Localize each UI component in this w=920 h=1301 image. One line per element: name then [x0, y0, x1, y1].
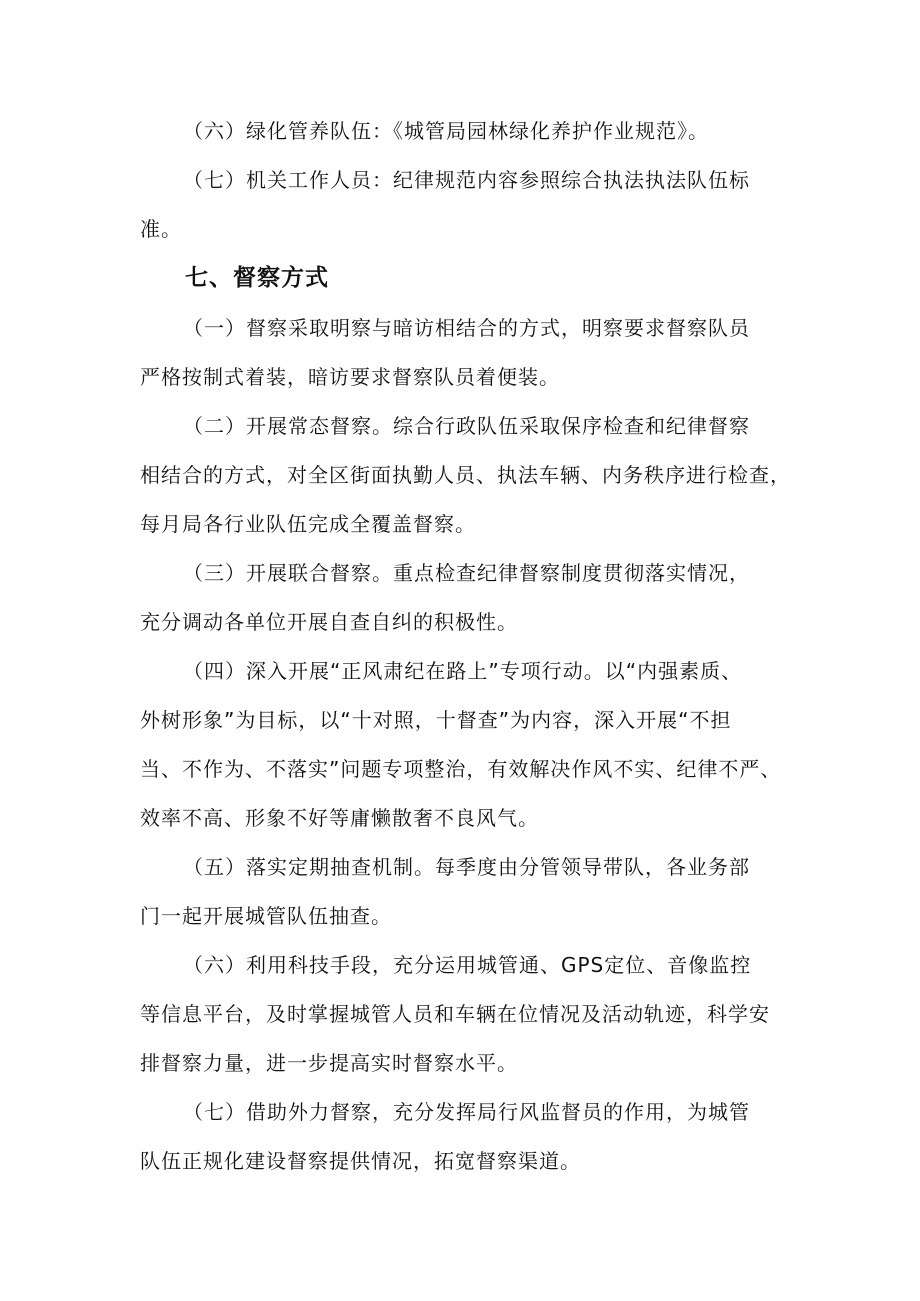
paragraph-line: 外树形象”为目标，以“十对照，十督查”为内容，深入开展“不担 [140, 708, 732, 732]
paragraph-line: 门一起开展城管队伍抽查。 [140, 904, 392, 928]
paragraph-line: 等信息平台，及时掌握城管人员和车辆在位情况及活动轨迹，科学安 [140, 1002, 770, 1026]
paragraph-line: 队伍正规化建设督察提供情况，拓宽督察渠道。 [140, 1149, 581, 1173]
paragraph-line: （二）开展常态督察。综合行政队伍采取保序检查和纪律督察 [183, 414, 750, 438]
paragraph-line: 每月局各行业队伍完成全覆盖督察。 [140, 512, 476, 536]
paragraph-line: （七）借助外力督察，充分发挥局行风监督员的作用，为城管 [183, 1100, 750, 1124]
section-heading: 七、督察方式 [185, 265, 329, 291]
paragraph-line: 严格按制式着装，暗访要求督察队员着便装。 [140, 365, 560, 389]
paragraph-line: （六）利用科技手段，充分运用城管通、GPS定位、音像监控 [183, 953, 752, 977]
paragraph-line: （四）深入开展“正风肃纪在路上”专项行动。以“内强素质、 [183, 659, 743, 683]
paragraph-line: 排督察力量，进一步提高实时督察水平。 [140, 1051, 518, 1075]
paragraph-line: 充分调动各单位开展自查自纠的积极性。 [140, 610, 518, 634]
paragraph-line: 准。 [140, 217, 182, 241]
paragraph-line: 相结合的方式，对全区街面执勤人员、执法车辆、内务秩序进行检查， [140, 463, 791, 487]
paragraph-line: （三）开展联合督察。重点检查纪律督察制度贯彻落实情况， [183, 561, 750, 585]
paragraph-line: 效率不高、形象不好等庸懒散奢不良风气。 [140, 806, 539, 830]
paragraph-line: （一）督察采取明察与暗访相结合的方式，明察要求督察队员 [183, 316, 750, 340]
paragraph-line: 当、不作为、不落实”问题专项整治，有效解决作风不实、纪律不严、 [140, 757, 782, 781]
paragraph-line: （七）机关工作人员：纪律规范内容参照综合执法执法队伍标 [183, 168, 750, 192]
paragraph-line: （六）绿化管养队伍：《城管局园林绿化养护作业规范》。 [183, 119, 709, 143]
paragraph-line: （五）落实定期抽查机制。每季度由分管领导带队，各业务部 [183, 855, 750, 879]
